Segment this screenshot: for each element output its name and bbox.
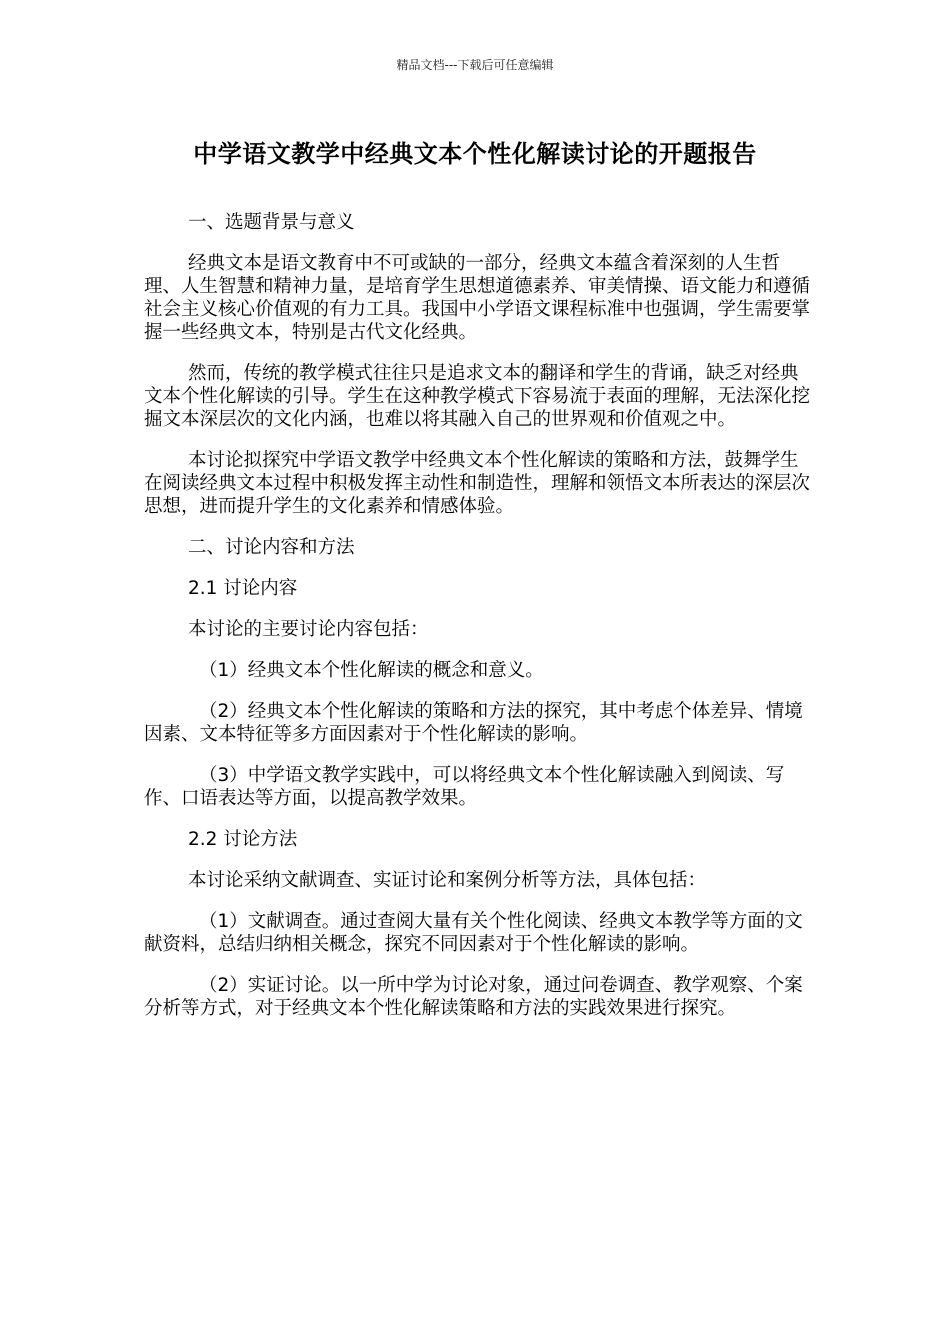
subsection-heading-methods: 2.2 讨论方法 [188,829,298,850]
list-item-methods-2: （2）实证讨论。以一所中学为讨论对象，通过问卷调查、教学观察、个案分析等方式，对于经典文本个性化解读策略和方法的实践效果进行探究。 [144,975,803,1019]
paragraph-background-3: 本讨论拟探究中学语文教学中经典文本个性化解读的策略和方法，鼓舞学生在阅读经典文本过程中积极发挥主动性和制造性，理解和领悟文本所表达的深层次思想，进而提升学生的文化素养和情感体验。 [144,450,811,517]
paragraph-background-2: 然而，传统的教学模式往往只是追求文本的翻译和学生的背诵，缺乏对经典文本个性化解读的引导。学生在这种教学模式下容易流于表面的理解，无法深化挖掘文本深层次的文化内涵，也难以将其融入自己的世界观和价值观之中。 [144,363,811,430]
list-item-content-1: （1）经典文本个性化解读的概念和意义。 [199,660,544,681]
list-item-content-2: （2）经典文本个性化解读的策略和方法的探究，其中考虑个体差异、情境因素、文本特征等多方面因素对于个性化解读的影响。 [144,701,803,745]
paragraph-background-1: 经典文本是语文教育中不可或缺的一部分，经典文本蕴含着深刻的人生哲理、人生智慧和精神力量，是培育学生思想道德素养、审美情操、语文能力和遵循社会主义核心价值观的有力工具。我国中小学语文课程标准中也强调，学生需要掌握一些经典文本，特别是古代文化经典。 [144,253,811,343]
document-body [144,211,816,1038]
subsection-heading-content: 2.1 讨论内容 [188,578,298,599]
list-item-methods-1: （1）文献调查。通过查阅大量有关个性化阅读、经典文本教学等方面的文献资料，总结归纳相关概念，探究不同因素对于个性化解读的影响。 [144,911,803,955]
paragraph-content-intro: 本讨论的主要讨论内容包括： [188,619,429,640]
document-title: 中学语文教学中经典文本个性化解读讨论的开题报告 [193,140,757,168]
section-heading-background: 一、选题背景与意义 [188,212,355,233]
section-heading-content-methods: 二、讨论内容和方法 [188,537,355,558]
list-item-content-3: （3）中学语文教学实践中，可以将经典文本个性化解读融入到阅读、写作、口语表达等方面，以提高教学效果。 [144,765,785,809]
page-header: 精品文档---下载后可任意编辑 [396,58,554,72]
paragraph-methods-intro: 本讨论采纳文献调查、实证讨论和案例分析等方法，具体包括： [188,870,707,891]
